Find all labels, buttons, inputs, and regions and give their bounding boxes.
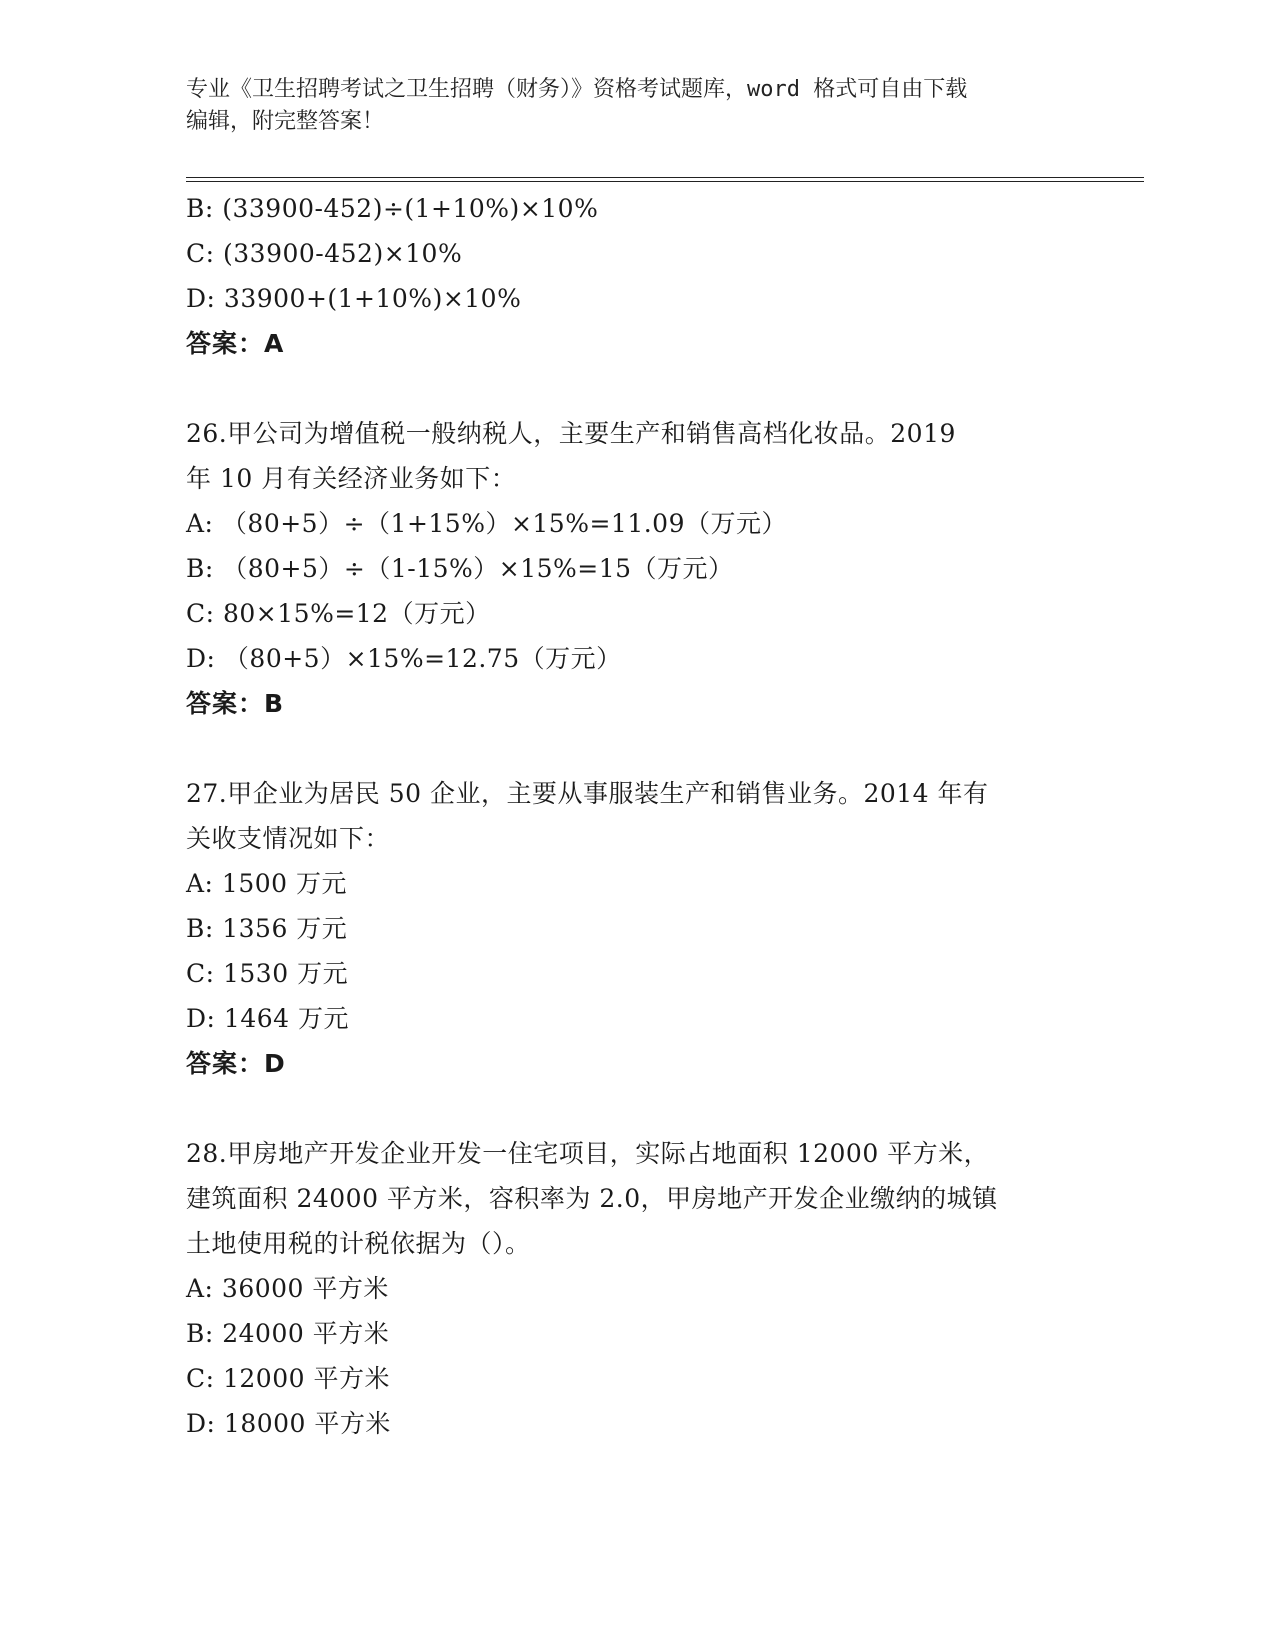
question-list [186,186,1086,1446]
question-25 [186,186,1086,366]
question-stem: 28.甲房地产开发企业开发一住宅项目，实际占地面积 12000 平方米， [186,1139,990,1168]
question-stem: 年 10 月有关经济业务如下： [186,464,517,493]
option-c: C: 80×15%=12（万元） [186,599,491,628]
question-stem: 26.甲公司为增值税一般纳税人，主要生产和销售高档化妆品。2019 [186,419,956,448]
question-stem: 27.甲企业为居民 50 企业，主要从事服装生产和销售业务。2014 年有 [186,779,989,808]
option-d: D: 18000 平方米 [186,1409,391,1438]
question-stem: 建筑面积 24000 平方米，容积率为 2.0，甲房地产开发企业缴纳的城镇 [186,1184,998,1213]
question-stem: 土地使用税的计税依据为（）。 [186,1229,531,1258]
answer: 答案：B [186,689,285,718]
option-b: B: (33900-452)÷(1+10%)×10% [186,194,599,223]
answer: 答案：D [186,1049,286,1078]
option-c: C: 12000 平方米 [186,1364,390,1393]
option-d: D: （80+5）×15%=12.75（万元） [186,644,622,673]
question-28 [186,1131,1086,1446]
option-c: C: (33900-452)×10% [186,239,463,268]
spacer [186,366,1086,411]
header-divider-top [186,177,1144,178]
question-26 [186,411,1086,726]
document-header [186,74,1086,138]
spacer [186,726,1086,771]
answer: 答案：A [186,329,285,358]
header-divider-bottom [186,181,1144,182]
option-b: B: （80+5）÷（1-15%）×15%=15（万元） [186,554,734,583]
question-27 [186,771,1086,1086]
option-c: C: 1530 万元 [186,959,349,988]
header-line-2: 编辑，附完整答案！ [186,109,385,134]
option-b: B: 1356 万元 [186,914,348,943]
option-a: A: 1500 万元 [186,869,347,898]
option-a: A: （80+5）÷（1+15%）×15%=11.09（万元） [186,509,787,538]
option-d: D: 33900+(1+10%)×10% [186,284,522,313]
option-b: B: 24000 平方米 [186,1319,390,1348]
header-line-1: 专业《卫生招聘考试之卫生招聘（财务）》资格考试题库，word 格式可自由下载 [186,77,968,102]
option-a: A: 36000 平方米 [186,1274,389,1303]
option-d: D: 1464 万元 [186,1004,349,1033]
question-stem: 关收支情况如下： [186,824,391,853]
spacer [186,1086,1086,1131]
